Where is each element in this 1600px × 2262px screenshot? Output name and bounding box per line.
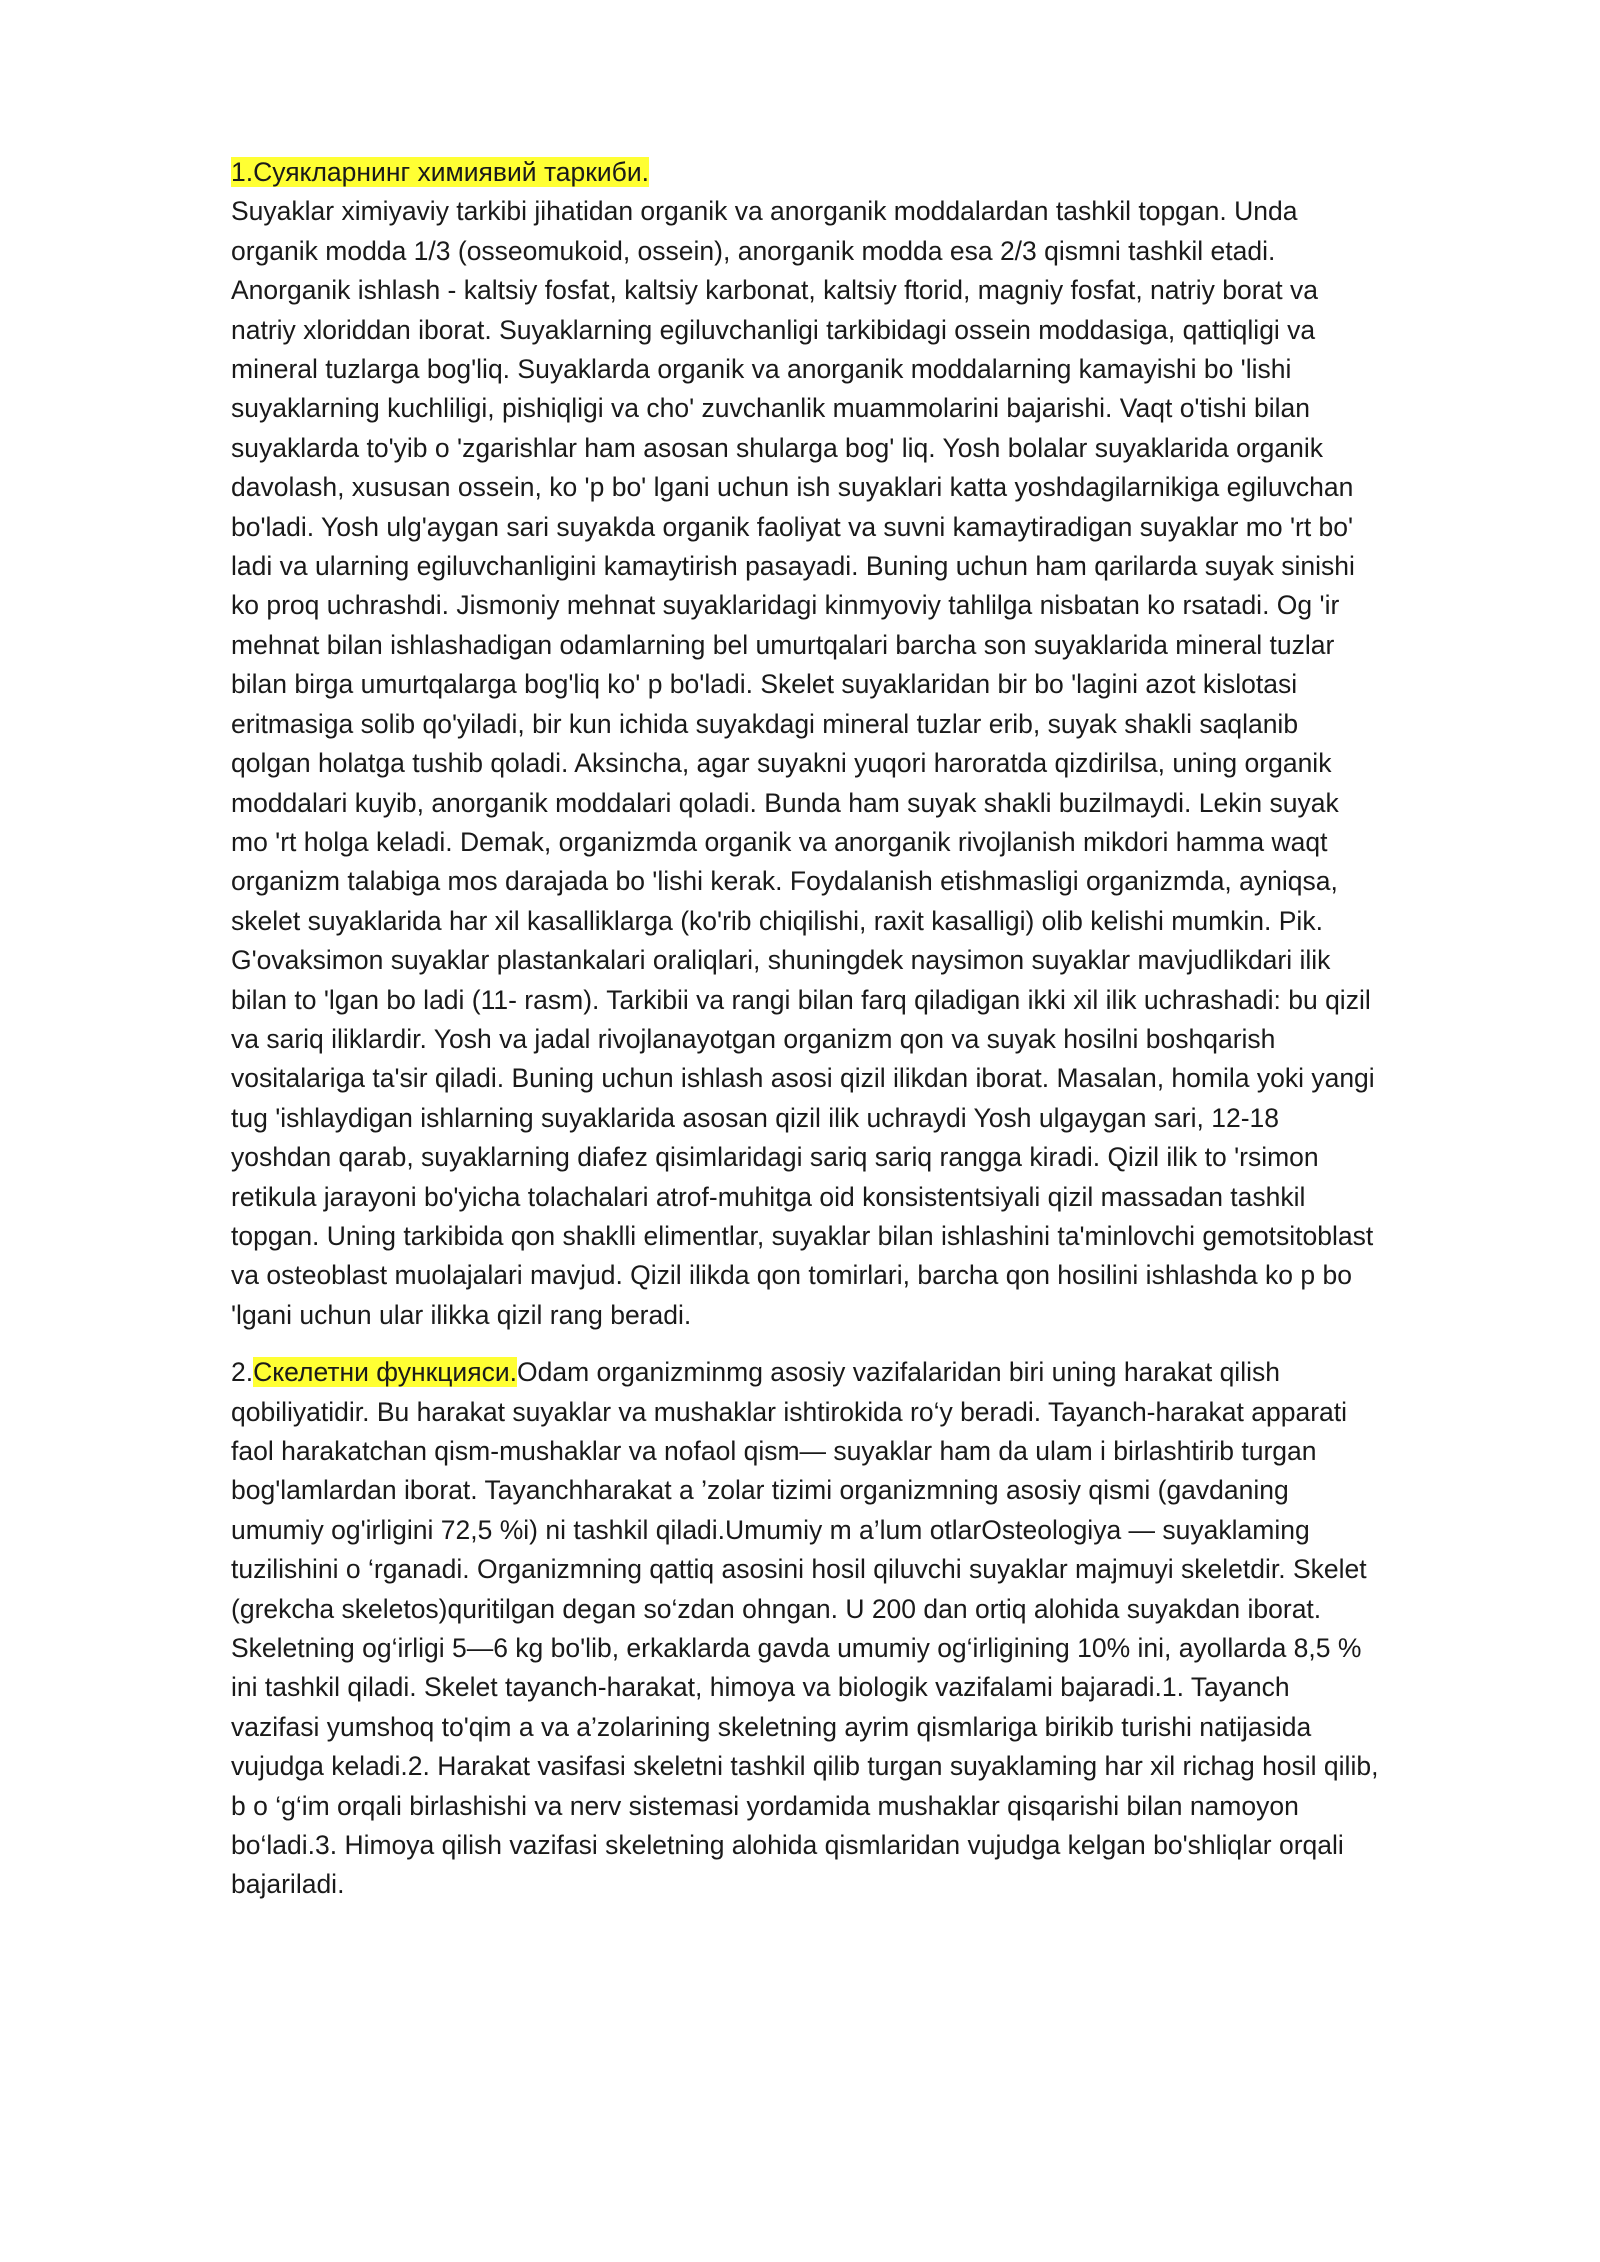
section-skeleton-function (231, 1353, 1381, 1905)
section-1-heading-highlight (231, 157, 649, 187)
section-1-heading: Суякларнинг химиявий таркиби. (253, 157, 650, 187)
section-2-body: Odam organizminmg asosiy vazifalaridan biri uning harakat qilish qobiliyatidir. Bu harakat suyaklar va mushaklar ishtirokida ro‘y beradi. Tayanch-harakat apparati faol harakatchan qism-mushaklar va nofaol qism— suyaklar ham da ulam i birlashtirib turgan bog'lamlardan iborat. Tayanchharakat a ’zolar tizimi organizmning asosiy qismi (gavdaning umumiy og'irligini 72,5 %i) ni tashkil qiladi.Umumiy m a’lum otlarOsteologiya — suyaklaming tuzilishini o ‘rganadi. Organizmning qattiq asosini hosil qiluvchi suyaklar majmuyi skeletdir. Skelet (grekcha skeletos)quritilgan degan so‘zdan ohngan. U 200 dan ortiq alohida suyakdan iborat. Skeletning og‘irligi 5—6 kg bo'lib, erkaklarda gavda umumiy og‘irligining 10% ini, ayollarda 8,5 % ini tashkil qiladi. Skelet tayanch-harakat, himoya va biologik vazifalami bajaradi.1. Tayanch vazifasi yumshoq to'qim a va a’zolarining skeletning ayrim qismlariga birikib turishi natijasida vujudga keladi.2. Harakat vasifasi skeletni tashkil qilib turgan suyaklaming har xil richag hosil qilib, b o ‘g‘im orqali birlashishi va nerv sistemasi yordamida mushaklar qisqarishi bilan namoyon bo‘ladi.3. Himoya qilish vazifasi skeletning alohida qismlaridan vujudga kelgan bo'shliqlar orqali bajariladi. (231, 1357, 1379, 1900)
document-page (231, 153, 1381, 1905)
section-2-number: 2. (231, 1357, 254, 1388)
section-chemical-composition (231, 153, 1381, 1335)
section-1-body: Suyaklar ximiyaviy tarkibi jihatidan organik va anorganik moddalardan tashkil topgan. Unda organik modda 1/3 (osseomukoid, ossein), anorganik modda esa 2/3 qismni tashkil etadi. Anorganik ishlash - kaltsiy fosfat, kaltsiy karbonat, kaltsiy ftorid, magniy fosfat, natriy borat va natriy xloriddan iborat. Suyaklarning egiluvchanligi tarkibidagi ossein moddasiga, qattiqligi va mineral tuzlarga bog'liq. Suyaklarda organik va anorganik moddalarning kamayishi bo 'lishi suyaklarning kuchliligi, pishiqligi va cho' zuvchanlik muammolarini bajarishi. Vaqt o'tishi bilan suyaklarda to'yib o 'zgarishlar ham asosan shularga bog' liq. Yosh bolalar suyaklarida organik davolash, xususan ossein, ko 'p bo' lgani uchun ish suyaklari katta yoshdagilarnikiga egiluvchan bo'ladi. Yosh ulg'aygan sari suyakda organik faoliyat va suvni kamaytiradigan suyaklar mo 'rt bo' ladi va ularning egiluvchanligini kamaytirish pasayadi. Buning uchun ham qarilarda suyak sinishi ko proq uchrashdi. Jismoniy mehnat suyaklaridagi kinmyoviy tahlilga nisbatan ko rsatadi. Og 'ir mehnat bilan ishlashadigan odamlarning bel umurtqalari barcha son suyaklarida mineral tuzlar bilan birga umurtqalarga bog'liq ko' p bo'ladi. Skelet suyaklaridan bir bo 'lagini azot kislotasi eritmasiga solib qo'yiladi, bir kun ichida suyakdagi mineral tuzlar erib, suyak shakli saqlanib qolgan holatga tushib qoladi. Aksincha, agar suyakni yuqori haroratda qizdirilsa, uning organik moddalari kuyib, anorganik moddalari qoladi. Bunda ham suyak shakli buzilmaydi. Lekin suyak mo 'rt holga keladi. Demak, organizmda organik va anorganik rivojlanish mikdori hamma waqt organizm talabiga mos darajada bo 'lishi kerak. Foydalanish etishmasligi organizmda, ayniqsa, skelet suyaklarida har xil kasalliklarga (ko'rib chiqilishi, raxit kasalligi) olib kelishi mumkin. Pik. G'ovaksimon suyaklar plastankalari oraliqlari, shuningdek naysimon suyaklar mavjudlikdari ilik bilan to 'lgan bo ladi (11- rasm). Tarkibii va rangi bilan farq qiladigan ikki xil ilik uchrashadi: bu qizil va sariq iliklardir. Yosh va jadal rivojlanayotgan organizm qon va suyak hosilni boshqarish vositalariga ta'sir qiladi. Buning uchun ishlash asosi qizil ilikdan iborat. Masalan, homila yoki yangi tug 'ishlaydigan ishlarning suyaklarida asosan qizil ilik uchraydi Yosh ulgaygan sari, 12-18 yoshdan qarab, suyaklarning diafez qisimlaridagi sariq sariq rangga kiradi. Qizil ilik to 'rsimon retikula jarayoni bo'yicha tolachalari atrof-muhitga oid konsistentsiyali qizil massadan tashkil topgan. Uning tarkibida qon shaklli elimentlar, suyaklar bilan ishlashini ta'minlovchi gemotsitoblast va osteoblast muolajalari mavjud. Qizil ilikda qon tomirlari, barcha qon hosilini ishlashda ko p bo 'lgani uchun ular ilikka qizil rang beradi. (231, 196, 1375, 1330)
section-2-heading: Скелетни функцияси. (253, 1357, 517, 1388)
section-1-number: 1. (231, 157, 254, 187)
